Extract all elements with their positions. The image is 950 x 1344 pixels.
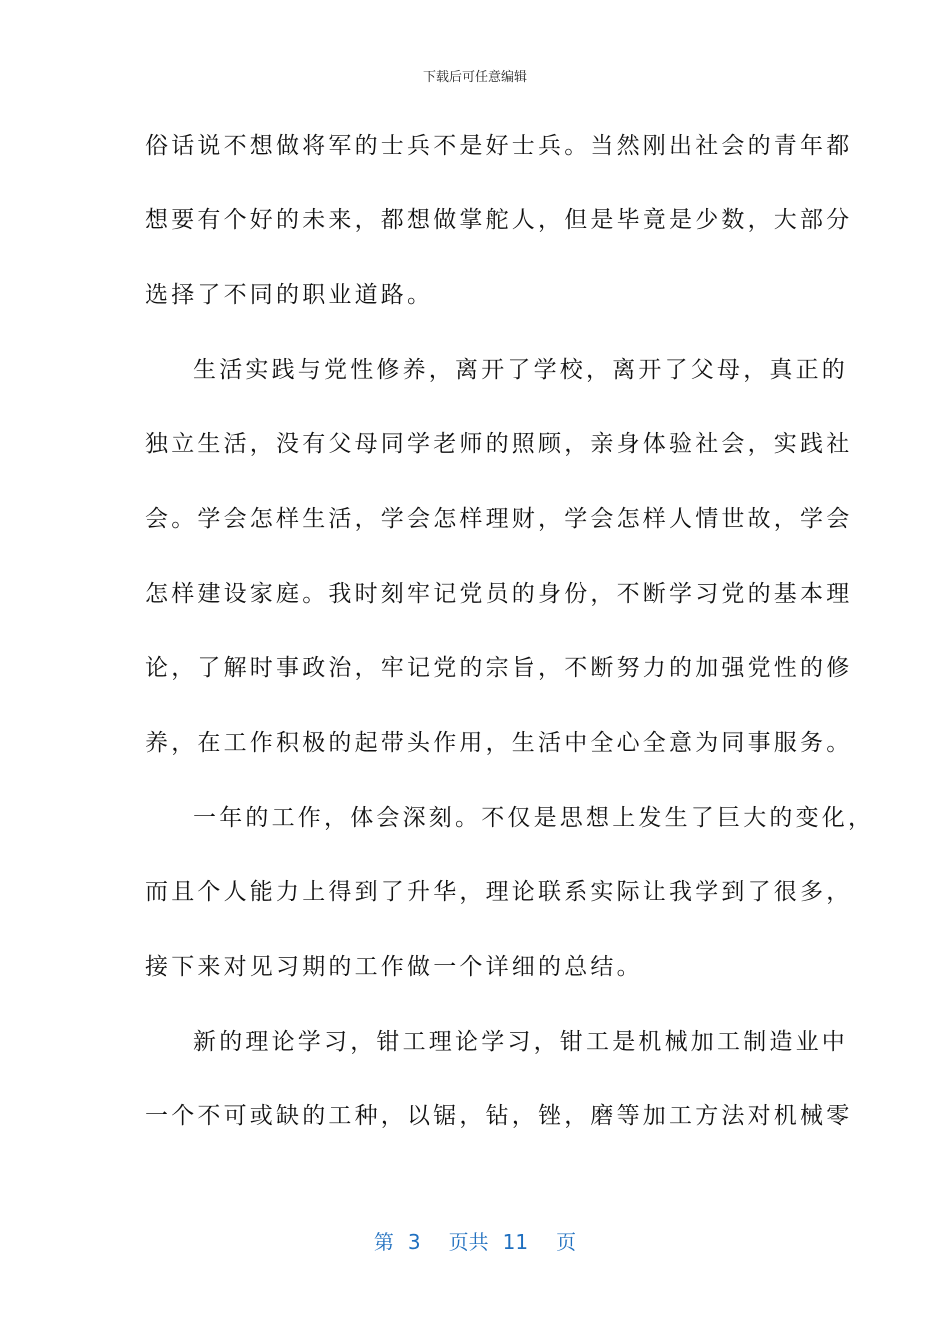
footer-suffix: 页 — [556, 1230, 577, 1254]
text-line: 选择了不同的职业道路。 — [145, 282, 434, 308]
text-line: 一个不可或缺的工种，以锯，钻，锉，磨等加工方法对机械零 — [145, 1103, 853, 1129]
text-line: 论，了解时事政治，牢记党的宗旨，不断努力的加强党性的修 — [145, 655, 853, 681]
paragraph-start-line: 新的理论学习，钳工理论学习，钳工是机械加工制造业中 — [193, 1029, 848, 1055]
text-line: 怎样建设家庭。我时刻牢记党员的身份，不断学习党的基本理 — [145, 581, 853, 607]
footer-prefix: 第 — [373, 1230, 394, 1254]
page-footer — [0, 1226, 950, 1255]
footer-current-page: 3 — [407, 1230, 421, 1254]
text-line: 俗话说不想做将军的士兵不是好士兵。当然刚出社会的青年都 — [145, 133, 853, 159]
footer-total-pages: 11 — [502, 1230, 529, 1254]
text-line: 养，在工作积极的起带头作用，生活中全心全意为同事服务。 — [145, 730, 853, 756]
footer-middle: 页共 — [448, 1230, 489, 1254]
paragraph-start-line: 生活实践与党性修养，离开了学校，离开了父母，真正的 — [193, 357, 848, 383]
text-line: 想要有个好的未来，都想做掌舵人，但是毕竟是少数，大部分 — [145, 207, 853, 233]
page-header: 下载后可任意编辑 — [422, 70, 527, 85]
text-line: 而且个人能力上得到了升华，理论联系实际让我学到了很多， — [145, 879, 853, 905]
paragraph-start-line: 一年的工作，体会深刻。不仅是思想上发生了巨大的变化， — [193, 805, 875, 831]
text-line: 接下来对见习期的工作做一个详细的总结。 — [145, 954, 643, 980]
text-line: 会。学会怎样生活，学会怎样理财，学会怎样人情世故，学会 — [145, 506, 853, 532]
text-line: 独立生活，没有父母同学老师的照顾，亲身体验社会，实践社 — [145, 431, 853, 457]
